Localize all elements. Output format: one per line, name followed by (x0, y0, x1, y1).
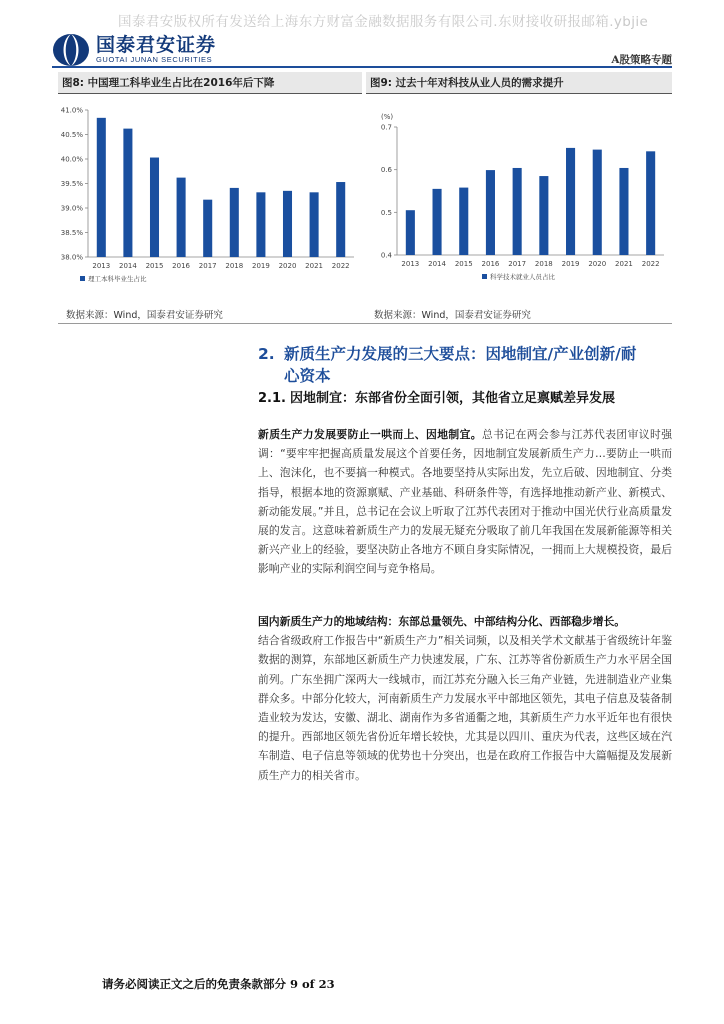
report-type-label: A股策略专题 (611, 54, 672, 66)
header-divider (52, 66, 672, 68)
fig9-bar-2015 (459, 188, 468, 255)
fig8-x-tick-label: 2021 (305, 262, 324, 270)
figure-9-bar-chart (366, 96, 672, 301)
fig8-bar-2014 (123, 129, 132, 257)
paragraph-regional-structure (258, 612, 672, 785)
fig8-y-tick-label: 40.5% (60, 131, 83, 139)
company-logo (52, 33, 216, 67)
fig9-bar-2014 (433, 189, 442, 255)
fig9-bar-2016 (486, 170, 495, 255)
fig9-bar-2018 (539, 176, 548, 255)
fig8-y-tick-label: 39.5% (60, 180, 83, 188)
fig9-bar-2022 (646, 151, 655, 255)
fig9-x-tick-label: 2017 (508, 260, 527, 268)
fig9-x-tick-label: 2016 (481, 260, 500, 268)
fig9-bar-2019 (566, 148, 575, 255)
fig8-bar-2019 (256, 192, 265, 257)
figure-8-title: 图8: 中国理工科毕业生占比在2016年后下降 (58, 72, 362, 94)
figure-9-title: 图9: 过去十年对科技从业人员的需求提升 (366, 72, 672, 94)
paragraph-1-body: 总书记在两会参与江苏代表团审议时强调：“要牢牢把握高质量发展这个首要任务，因地制宜发展新质生产力…要防止一哄而上、泡沫化，也不要搞一种模式。各地要坚持从实际出发，先立后破、因地制宜、分类指导，根据本地的资源禀赋、产业基础、科研条件等，有选择地推动新产业、新模式、新动能发展。”并且，总书记在会议上听取了江苏代表团对于推动中国光伏行业高质量发展的发言。这意味着新质生产力的发展无疑充分吸取了前几年我国在发展新能源等相关新兴产业上的经验，要坚决防止各地方不顾自身实际情况，一拥而上大规模投资，最后影响产业的实际利润空间与竞争格局。 (258, 428, 672, 576)
figure-8-source: 数据来源：Wind，国泰君安证券研究 (66, 310, 223, 321)
section-number: 2. (258, 345, 275, 363)
fig9-bar-2013 (406, 210, 415, 255)
fig9-legend-label: 科学技术就业人员占比 (490, 273, 555, 281)
fig8-x-tick-label: 2013 (92, 262, 111, 270)
paragraph-2-body: 结合省级政府工作报告中“新质生产力”相关词频，以及相关学术文献基于省级统计年鉴数据的测算，东部地区新质生产力快速发展，广东、江苏等省份新质生产力水平居全国前列。广东坐拥广深两大一线城市，而江苏充分融入长三角产业链，先进制造业产业集群众多。中部分化较大，河南新质生产力发展水平中部地区领先，其电子信息及装备制造业较为发达，安徽、湖北、湖南作为多省通衢之地，其新质生产力水平近年也有很快的提升。西部地区领先省份近年增长较快，尤其是以四川、重庆为代表，这些区域在汽车制造、电子信息等领域的优势也十分突出，也是在政府工作报告中大篇幅提及发展新质生产力的相关省市。 (258, 634, 672, 782)
figure-8 (58, 72, 362, 301)
fig9-x-tick-label: 2013 (401, 260, 420, 268)
figure-divider (58, 323, 672, 324)
paragraph-1-lead: 新质生产力发展要防止一哄而上、因地制宜。 (258, 428, 482, 441)
fig9-y-tick-label: 0.4 (380, 251, 392, 260)
fig9-x-tick-label: 2022 (641, 260, 660, 268)
fig9-bar-2020 (593, 150, 602, 255)
section-heading-continued (284, 365, 704, 387)
fig8-bar-2013 (97, 118, 106, 257)
guotai-logo-icon (52, 33, 90, 67)
fig9-y-tick-label: 0.6 (380, 166, 392, 175)
section-heading (258, 343, 678, 365)
fig8-x-tick-label: 2020 (278, 262, 297, 270)
fig9-x-tick-label: 2018 (534, 260, 553, 268)
fig9-x-tick-label: 2015 (454, 260, 473, 268)
fig8-x-tick-label: 2017 (198, 262, 217, 270)
fig8-y-tick-label: 40.0% (60, 155, 83, 164)
logo-english-name: GUOTAI JUNAN SECURITIES (96, 55, 213, 64)
fig8-y-tick-label: 39.0% (60, 204, 83, 213)
fig9-y-tick-label: 0.7 (380, 123, 392, 132)
fig9-x-tick-label: 2019 (561, 260, 580, 268)
watermark-text: 国泰君安版权所有发送给上海东方财富金融数据服务有限公司.东财接收研报邮箱.ybjie (118, 14, 649, 30)
paragraph-local-conditions (258, 425, 672, 579)
subsection-number: 2.1. (258, 391, 286, 406)
logo-chinese-name: 国泰君安证券 (96, 34, 217, 56)
subsection-title: 因地制宜：东部省份全面引领，其他省立足禀赋差异发展 (290, 391, 616, 406)
fig9-y-tick-label: 0.5 (380, 208, 392, 217)
fig9-x-tick-label: 2020 (588, 260, 607, 268)
fig9-x-tick-label: 2021 (615, 260, 633, 268)
subsection-heading (258, 387, 678, 406)
fig8-x-tick-label: 2022 (331, 262, 350, 270)
section-title-line1: 新质生产力发展的三大要点：因地制宜/产业创新/耐 (284, 345, 637, 363)
fig8-x-tick-label: 2016 (172, 262, 191, 270)
section-title-line2: 心资本 (284, 367, 331, 385)
fig8-bar-2021 (310, 192, 319, 257)
fig9-legend-swatch (482, 274, 487, 279)
fig8-x-tick-label: 2015 (145, 262, 164, 270)
fig8-y-tick-label: 41.0% (60, 106, 83, 115)
fig8-x-tick-label: 2014 (118, 262, 137, 270)
fig9-x-tick-label: 2014 (428, 260, 446, 268)
page-footer: 请务必阅读正文之后的免责条款部分 9 of 23 (102, 977, 335, 991)
fig8-bar-2015 (150, 158, 159, 257)
figure-8-bar-chart (58, 96, 362, 301)
fig8-x-tick-label: 2019 (251, 262, 270, 270)
fig9-bar-2017 (513, 168, 522, 255)
figure-9 (366, 72, 672, 301)
fig8-y-tick-label: 38.5% (60, 229, 83, 237)
fig8-legend-label: 理工本科毕业生占比 (88, 275, 147, 283)
fig9-bar-2021 (619, 168, 628, 255)
fig8-x-tick-label: 2018 (225, 262, 244, 270)
fig8-bar-2022 (336, 182, 345, 257)
fig8-bar-2016 (177, 178, 186, 257)
fig8-bar-2020 (283, 191, 292, 257)
fig8-legend-swatch (80, 276, 85, 281)
fig9-unit-label: (%) (381, 113, 394, 121)
fig8-bar-2017 (203, 200, 212, 257)
figure-9-source: 数据来源：Wind，国泰君安证券研究 (374, 310, 531, 321)
fig8-y-tick-label: 38.0% (60, 253, 83, 262)
fig8-bar-2018 (230, 188, 239, 257)
paragraph-2-lead: 国内新质生产力的地域结构：东部总量领先、中部结构分化、西部稳步增长。 (258, 615, 626, 628)
